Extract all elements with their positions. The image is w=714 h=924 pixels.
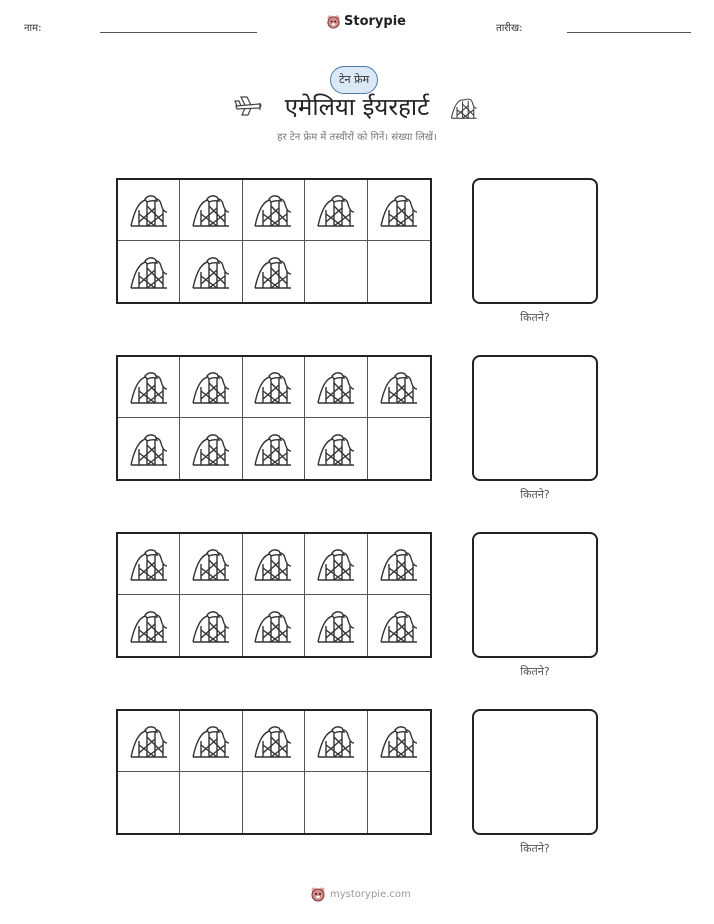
roller-coaster-icon: [129, 192, 169, 228]
ten-frame-cell: [368, 180, 430, 241]
storypie-logo-icon: [310, 886, 326, 902]
ten-frame-cell: [368, 357, 430, 418]
roller-coaster-icon: [191, 546, 231, 582]
topic-pill: टेन फ्रेम: [330, 66, 378, 94]
ten-frame-cell: [180, 711, 242, 772]
roller-coaster-icon: [316, 192, 356, 228]
roller-coaster-icon: [379, 608, 419, 644]
answer-box[interactable]: [472, 178, 598, 304]
roller-coaster-icon: [129, 546, 169, 582]
ten-frame-cell: [118, 180, 180, 241]
how-many-label: कितने?: [520, 488, 550, 501]
ten-frame-cell: [180, 180, 242, 241]
roller-coaster-icon: [253, 192, 293, 228]
ten-frame-cell: [368, 534, 430, 595]
ten-frame: [116, 532, 432, 658]
roller-coaster-icon: [253, 369, 293, 405]
ten-frame-cell: [368, 772, 430, 833]
date-label: तारीख:: [496, 23, 523, 34]
footer-url[interactable]: mystorypie.com: [330, 888, 411, 900]
how-many-label: कितने?: [520, 842, 550, 855]
name-label: नाम:: [24, 23, 42, 34]
roller-coaster-icon: [129, 608, 169, 644]
answer-box[interactable]: [472, 355, 598, 481]
ten-frame-cell: [180, 595, 242, 656]
date-line[interactable]: [567, 32, 691, 33]
ten-frame-cell: [180, 534, 242, 595]
ten-frame-cell: [118, 534, 180, 595]
roller-coaster-icon: [191, 723, 231, 759]
ten-frame-cell: [118, 241, 180, 302]
ten-frame-cell: [180, 241, 242, 302]
ten-frame: [116, 178, 432, 304]
ten-frame-cell: [243, 180, 305, 241]
roller-coaster-icon: [253, 254, 293, 290]
brand-name: Storypie: [344, 14, 406, 29]
roller-coaster-icon: [129, 723, 169, 759]
roller-coaster-icon: [316, 369, 356, 405]
roller-coaster-icon: [191, 192, 231, 228]
roller-coaster-icon: [129, 369, 169, 405]
roller-coaster-icon: [191, 369, 231, 405]
ten-frame-cell: [243, 534, 305, 595]
answer-box[interactable]: [472, 532, 598, 658]
how-many-label: कितने?: [520, 665, 550, 678]
ten-frame-cell: [118, 418, 180, 479]
roller-coaster-icon: [379, 723, 419, 759]
ten-frame-cell: [368, 711, 430, 772]
roller-coaster-icon: [316, 546, 356, 582]
roller-coaster-icon: [191, 254, 231, 290]
roller-coaster-icon: [316, 723, 356, 759]
storypie-brand: [326, 14, 406, 29]
ten-frame-cell: [368, 595, 430, 656]
ten-frame-cell: [305, 241, 367, 302]
ten-frame-cell: [305, 418, 367, 479]
ten-frame-cell: [118, 357, 180, 418]
ten-frame-cell: [243, 772, 305, 833]
roller-coaster-icon: [191, 608, 231, 644]
ten-frame-cell: [305, 357, 367, 418]
ten-frame-cell: [118, 595, 180, 656]
ten-frame-cell: [180, 772, 242, 833]
worksheet-title: एमेलिया ईयरहार्ट: [284, 93, 430, 121]
ten-frame-cell: [305, 534, 367, 595]
ten-frame: [116, 355, 432, 481]
ten-frame: [116, 709, 432, 835]
ten-frame-cell: [243, 711, 305, 772]
ten-frame-cell: [305, 180, 367, 241]
ten-frame-cell: [243, 241, 305, 302]
ten-frame-cell: [368, 418, 430, 479]
roller-coaster-icon: [379, 192, 419, 228]
roller-coaster-icon: [379, 369, 419, 405]
ten-frame-cell: [243, 418, 305, 479]
roller-coaster-icon: [253, 608, 293, 644]
footer: [310, 886, 411, 902]
answer-box[interactable]: [472, 709, 598, 835]
roller-coaster-icon: [129, 431, 169, 467]
ten-frame-cell: [118, 772, 180, 833]
ten-frame-cell: [305, 711, 367, 772]
roller-coaster-icon: [191, 431, 231, 467]
how-many-label: कितने?: [520, 311, 550, 324]
name-line[interactable]: [100, 32, 257, 33]
ten-frame-cell: [305, 595, 367, 656]
ten-frame-cell: [180, 418, 242, 479]
roller-coaster-icon: [316, 608, 356, 644]
roller-coaster-icon: [316, 431, 356, 467]
ten-frame-cell: [180, 357, 242, 418]
ten-frame-cell: [118, 711, 180, 772]
roller-coaster-icon: [450, 94, 478, 120]
ten-frame-cell: [305, 772, 367, 833]
ten-frame-cell: [243, 595, 305, 656]
roller-coaster-icon: [253, 723, 293, 759]
roller-coaster-icon: [129, 254, 169, 290]
storypie-logo-icon: [326, 14, 341, 29]
roller-coaster-icon: [379, 546, 419, 582]
ten-frame-cell: [368, 241, 430, 302]
roller-coaster-icon: [253, 546, 293, 582]
ten-frame-cell: [243, 357, 305, 418]
instructions: हर टेन फ्रेम में तस्वीरों को गिनें। संख्या लिखें।: [277, 132, 437, 143]
roller-coaster-icon: [253, 431, 293, 467]
